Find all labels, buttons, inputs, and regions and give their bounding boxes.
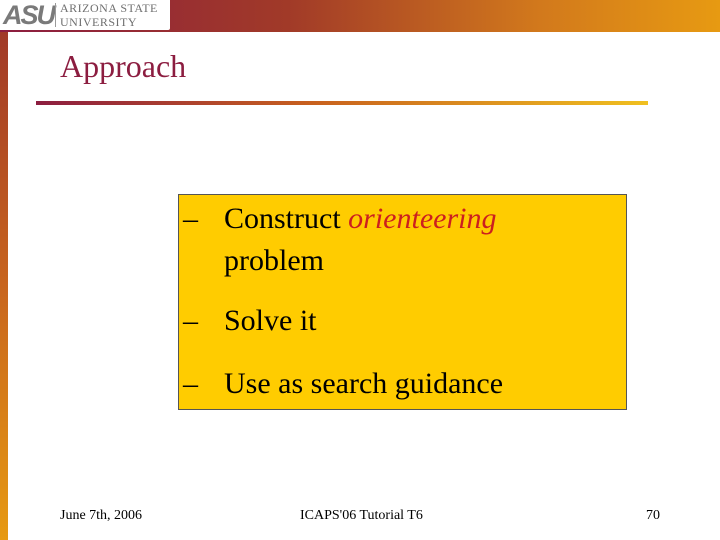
bullet-dash: – [183, 202, 198, 235]
bullet-dash: – [183, 304, 198, 337]
footer-date: June 7th, 2006 [60, 508, 143, 523]
content-box [178, 194, 627, 410]
logo-university-line2: UNIVERSITY [60, 15, 137, 29]
page-number: 70 [646, 508, 660, 523]
bullet-dash: – [183, 367, 198, 400]
bullet-text-prefix: Construct [224, 202, 349, 235]
bullet-text-continuation: problem [224, 244, 324, 277]
asu-logo-mark: ASU [3, 0, 55, 30]
bullet-text: Use as search guidance [224, 367, 504, 400]
footer-center-text: ICAPS'06 Tutorial T6 [300, 508, 423, 523]
bullet-highlight: orienteering [348, 202, 497, 235]
slide-title: Approach [60, 48, 187, 84]
asu-logo [0, 0, 170, 30]
logo-divider [55, 3, 56, 27]
bullet-text: Solve it [224, 304, 317, 337]
logo-university-line1: ARIZONA STATE [60, 1, 158, 15]
title-rule [36, 101, 648, 105]
left-accent-band [0, 32, 8, 540]
bullet-text [224, 201, 496, 237]
